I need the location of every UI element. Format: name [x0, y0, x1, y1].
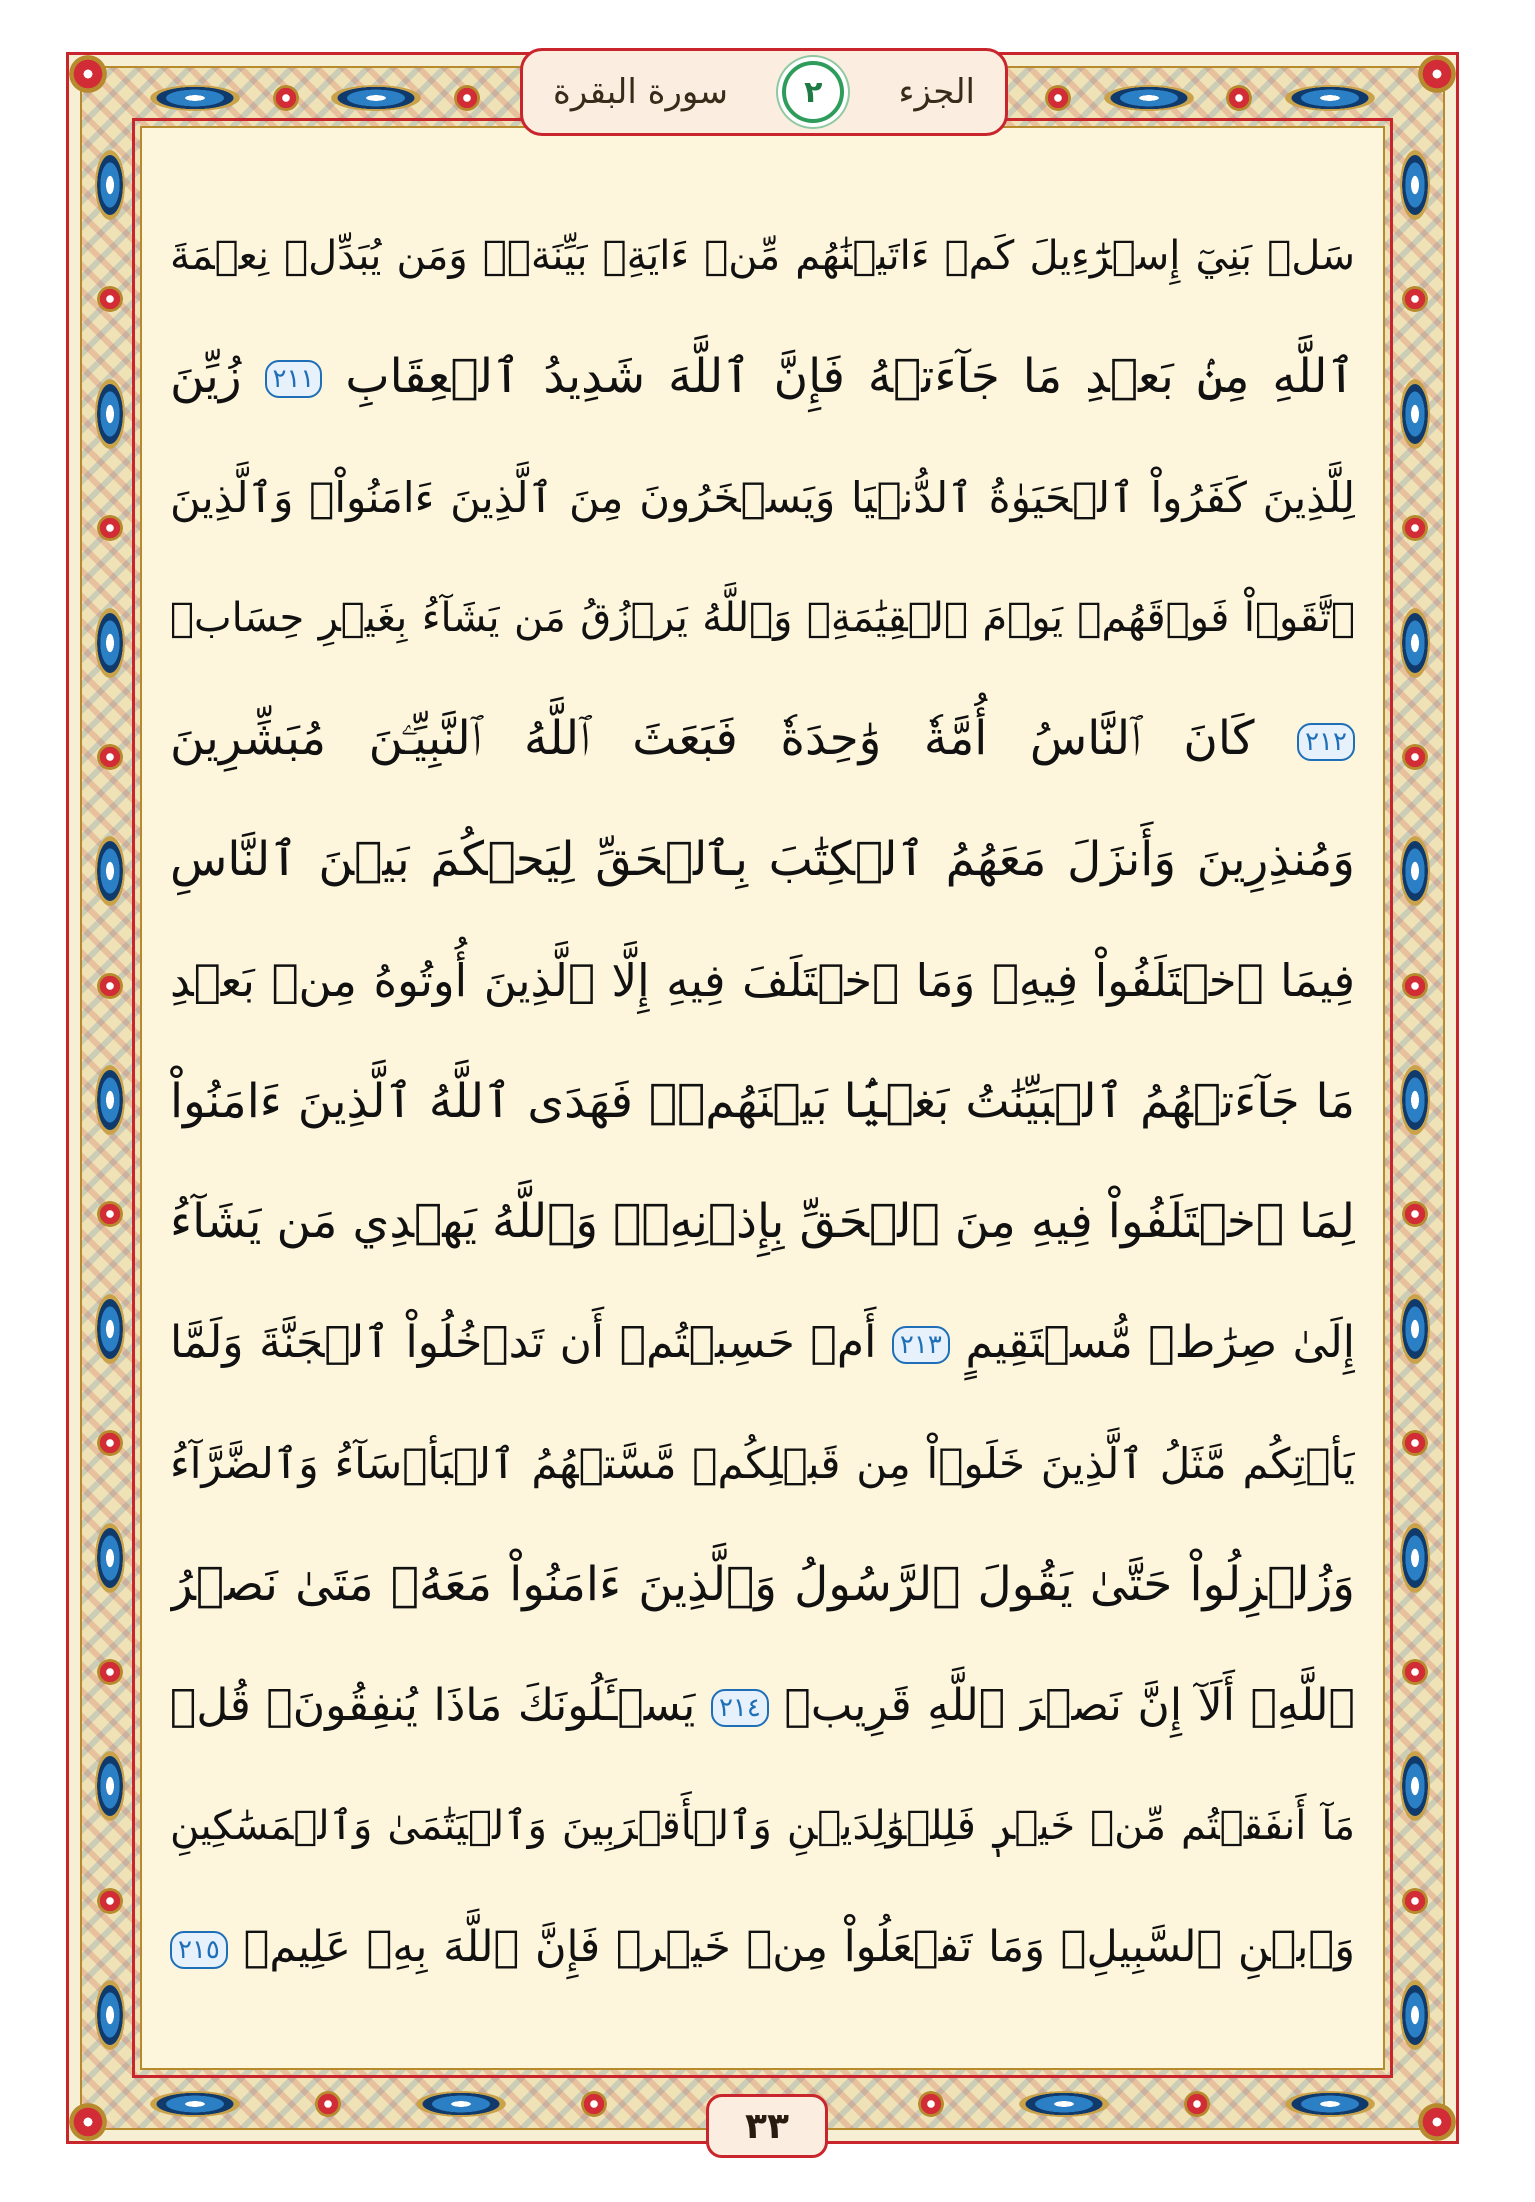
medallion-icon — [95, 379, 125, 449]
rosette-icon — [1402, 286, 1428, 312]
line-text: ٱللَّهِۗ أَلَآ إِنَّ نَصۡرَ ٱللَّهِ قَرِيبٞ — [784, 1679, 1355, 1731]
rosette-icon — [97, 1888, 123, 1914]
medallion-icon — [1400, 1065, 1430, 1135]
medallion-icon — [1400, 379, 1430, 449]
rosette-icon — [454, 85, 480, 111]
medallion-icon — [95, 1294, 125, 1364]
rosette-icon — [918, 2091, 944, 2117]
verse-line — [170, 317, 1355, 438]
rosette-icon — [1045, 85, 1071, 111]
line-text: ٱللَّهِ مِنۢ بَعۡدِ مَا جَآءَتۡهُ فَإِنَّ ٱللَّهَ شَدِيدُ ٱلۡعِقَابِ — [345, 348, 1355, 404]
medallion-icon — [1400, 836, 1430, 906]
rosette-icon — [1402, 1430, 1428, 1456]
rosette-icon — [1402, 1659, 1428, 1685]
medallion-icon — [95, 150, 125, 220]
verse-line — [170, 921, 1355, 1042]
page-number: ٣٣ — [706, 2094, 828, 2158]
rosette-icon — [1402, 973, 1428, 999]
rosette-icon — [1402, 744, 1428, 770]
verse-line — [170, 558, 1355, 679]
rosette-icon — [1402, 515, 1428, 541]
medallion-icon — [1285, 2091, 1375, 2117]
corner-rosette-icon — [68, 54, 108, 94]
rosette-icon — [273, 85, 299, 111]
verse-line — [170, 1283, 1355, 1404]
line-text: زُيِّنَ — [170, 348, 242, 404]
verse-line — [170, 1162, 1355, 1283]
line-text: أَمۡ حَسِبۡتُمۡ أَن تَدۡخُلُواْ ٱلۡجَنَّةَ وَلَمَّا — [170, 1317, 877, 1369]
line-text: لِمَا ٱخۡتَلَفُواْ فِيهِ مِنَ ٱلۡحَقِّ بِإِذۡنِهِۦۗ وَٱللَّهُ يَهۡدِي مَن يَشَآءُ — [170, 1194, 1355, 1250]
ayah-number-marker: ٢١٥ — [170, 1931, 228, 1969]
medallion-icon — [95, 1065, 125, 1135]
medallion-icon — [150, 2091, 240, 2117]
line-text: يَسۡـَٔلُونَكَ مَاذَا يُنفِقُونَۖ قُلۡ — [170, 1679, 696, 1731]
line-text: فِيمَا ٱخۡتَلَفُواْ فِيهِۚ وَمَا ٱخۡتَلَفَ فِيهِ إِلَّا ٱلَّذِينَ أُوتُوهُ مِنۢ بَعۡدِ — [170, 953, 1355, 1007]
line-text: سَلۡ بَنِيٓ إِسۡرَٰٓءِيلَ كَمۡ ءَاتَيۡنَٰهُم مِّنۡ ءَايَةِۭ بَيِّنَةٖۗ وَمَن يُبَدِّلۡ نِعۡمَةَ — [170, 233, 1355, 279]
page-header — [520, 48, 1008, 136]
rosette-icon — [1402, 1888, 1428, 1914]
verse-line — [170, 1887, 1355, 2008]
rosette-icon — [97, 973, 123, 999]
ayah-number-marker: ٢١٤ — [711, 1689, 769, 1727]
line-text: مَآ أَنفَقۡتُم مِّنۡ خَيۡرٖ فَلِلۡوَٰلِدَيۡنِ وَٱلۡأَقۡرَبِينَ وَٱلۡيَتَٰمَىٰ وَٱلۡمَسَٰكِينِ — [170, 1803, 1355, 1850]
line-text: وَٱبۡنِ ٱلسَّبِيلِۗ وَمَا تَفۡعَلُواْ مِنۡ خَيۡرٖ فَإِنَّ ٱللَّهَ بِهِۦ عَلِيمٞ — [243, 1922, 1355, 1973]
verse-line — [170, 679, 1355, 800]
line-text: وَزُلۡزِلُواْ حَتَّىٰ يَقُولَ ٱلرَّسُولُ وَٱلَّذِينَ ءَامَنُواْ مَعَهُۥ مَتَىٰ نَصۡرُ — [170, 1556, 1355, 1612]
rosette-icon — [1226, 85, 1252, 111]
ayah-number-marker: ٢١٢ — [1297, 723, 1355, 761]
line-text: ٱتَّقَوۡاْ فَوۡقَهُمۡ يَوۡمَ ٱلۡقِيَٰمَةِۗ وَٱللَّهُ يَرۡزُقُ مَن يَشَآءُ بِغَيۡرِ حِسَابٖ — [170, 595, 1355, 642]
line-text: كَانَ ٱلنَّاسُ أُمَّةٗ وَٰحِدَةٗ فَبَعَثَ ٱللَّهُ ٱلنَّبِيِّـۧنَ مُبَشِّرِينَ — [170, 711, 1255, 767]
medallion-icon — [416, 2091, 506, 2117]
medallion-icon — [95, 1751, 125, 1821]
right-ornament-column — [1397, 150, 1433, 2050]
verse-line — [170, 1042, 1355, 1163]
medallion-icon — [1400, 1294, 1430, 1364]
rosette-icon — [97, 286, 123, 312]
verse-line — [170, 1766, 1355, 1887]
verse-line — [170, 800, 1355, 921]
line-text: مَا جَآءَتۡهُمُ ٱلۡبَيِّنَٰتُ بَغۡيَۢا بَيۡنَهُمۡۖ فَهَدَى ٱللَّهُ ٱلَّذِينَ ءَامَنُواْ — [170, 1073, 1355, 1129]
ayah-number-marker: ٢١١ — [265, 360, 323, 398]
rosette-icon — [1184, 2091, 1210, 2117]
line-text: إِلَىٰ صِرَٰطٖ مُّسۡتَقِيمٍ — [965, 1317, 1355, 1369]
corner-rosette-icon — [1417, 54, 1457, 94]
juz-label: الجزء — [898, 72, 975, 112]
medallion-icon — [1400, 150, 1430, 220]
rosette-icon — [581, 2091, 607, 2117]
rosette-icon — [97, 515, 123, 541]
left-ornament-column — [92, 150, 128, 2050]
line-text: لِلَّذِينَ كَفَرُواْ ٱلۡحَيَوٰةُ ٱلدُّنۡيَا وَيَسۡخَرُونَ مِنَ ٱلَّذِينَ ءَامَنُواْۘ وَٱلَّذِينَ — [170, 472, 1355, 522]
medallion-icon — [331, 85, 421, 111]
verse-line — [170, 1404, 1355, 1525]
rosette-icon — [315, 2091, 341, 2117]
verse-line — [170, 1525, 1355, 1646]
verse-line — [170, 196, 1355, 317]
medallion-icon — [1400, 1980, 1430, 2050]
rosette-icon — [97, 1659, 123, 1685]
verse-line — [170, 1646, 1355, 1767]
juz-number-badge: ٢ — [782, 61, 844, 123]
medallion-icon — [1104, 85, 1194, 111]
medallion-icon — [95, 1523, 125, 1593]
surah-name: سورة البقرة — [553, 72, 728, 112]
verse-line — [170, 438, 1355, 559]
medallion-icon — [1285, 85, 1375, 111]
corner-rosette-icon — [68, 2102, 108, 2142]
medallion-icon — [1400, 1523, 1430, 1593]
rosette-icon — [97, 1201, 123, 1227]
medallion-icon — [95, 608, 125, 678]
rosette-icon — [97, 1430, 123, 1456]
rosette-icon — [1402, 1201, 1428, 1227]
medallion-icon — [95, 1980, 125, 2050]
line-text: يَأۡتِكُم مَّثَلُ ٱلَّذِينَ خَلَوۡاْ مِن قَبۡلِكُمۖ مَّسَّتۡهُمُ ٱلۡبَأۡسَآءُ وَٱلضَّرَّآءُ — [170, 1438, 1355, 1488]
medallion-icon — [1019, 2091, 1109, 2117]
ayah-number-marker: ٢١٣ — [892, 1326, 950, 1364]
medallion-icon — [150, 85, 240, 111]
medallion-icon — [1400, 1751, 1430, 1821]
verse-text-area — [170, 196, 1355, 2008]
medallion-icon — [95, 836, 125, 906]
medallion-icon — [1400, 608, 1430, 678]
rosette-icon — [97, 744, 123, 770]
line-text: وَمُنذِرِينَ وَأَنزَلَ مَعَهُمُ ٱلۡكِتَٰبَ بِٱلۡحَقِّ لِيَحۡكُمَ بَيۡنَ ٱلنَّاسِ — [170, 831, 1355, 887]
corner-rosette-icon — [1417, 2102, 1457, 2142]
